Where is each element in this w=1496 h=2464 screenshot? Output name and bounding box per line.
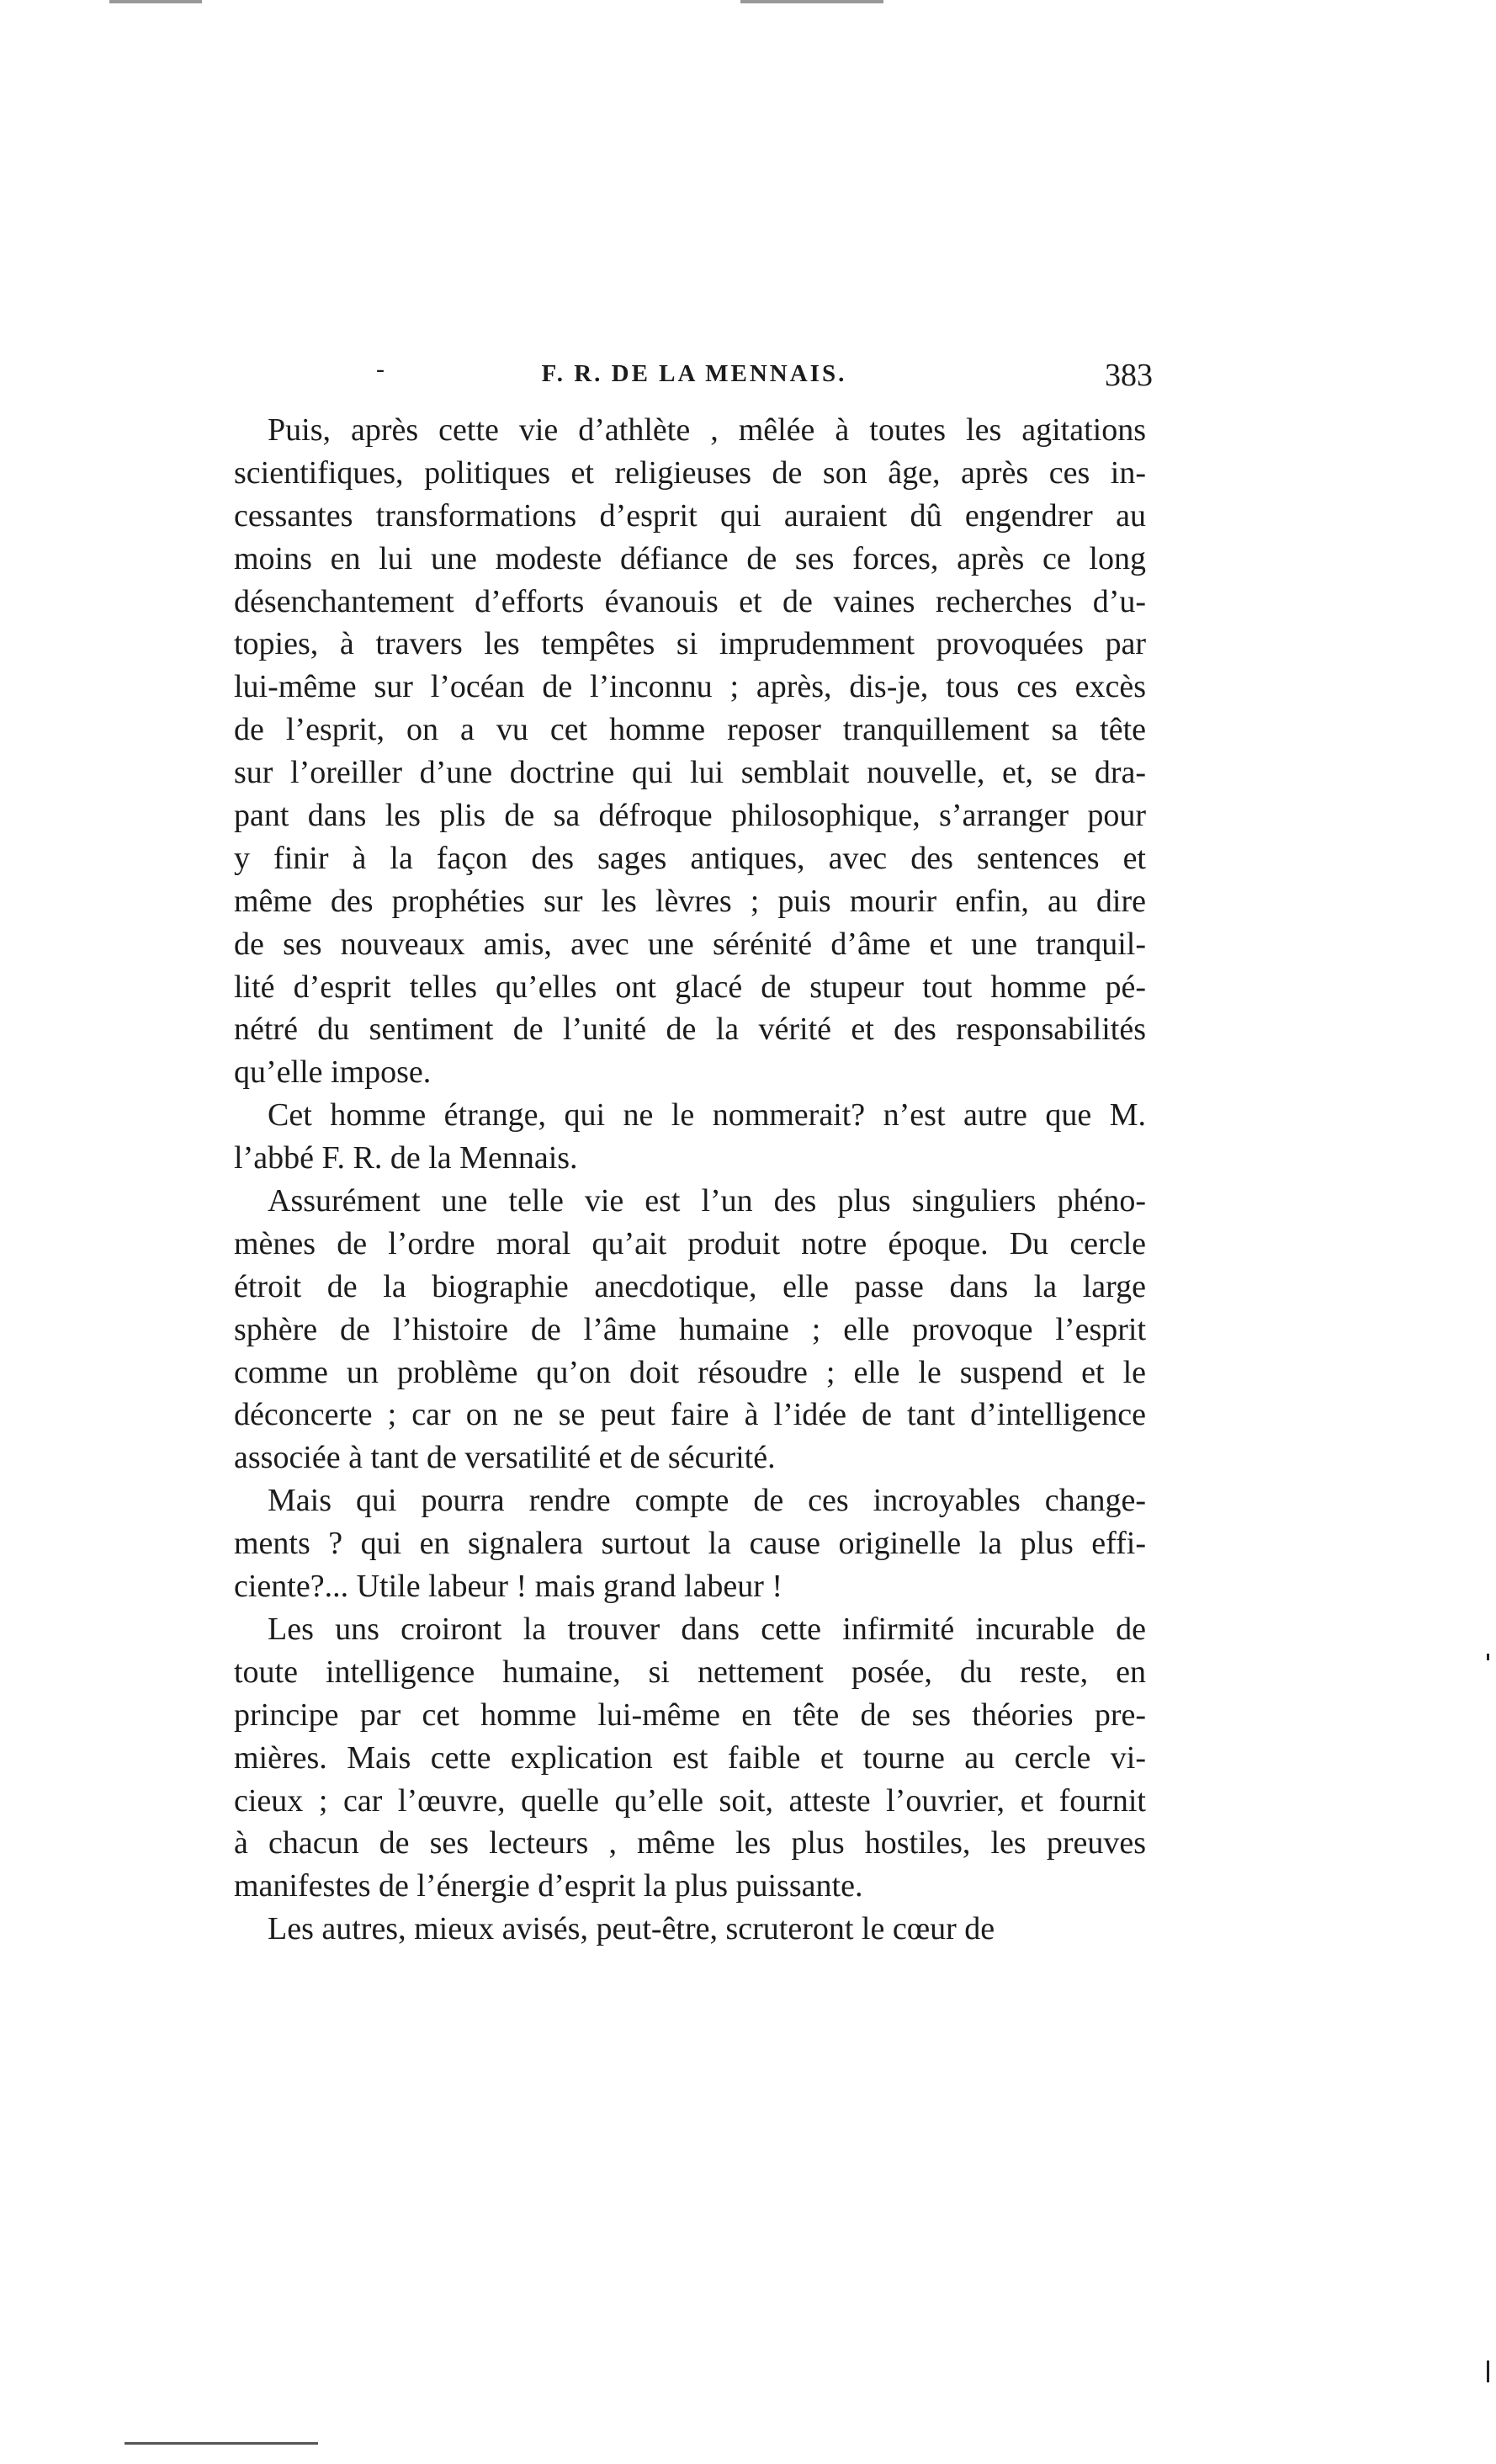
text-line: topies, à travers les tempêtes si imprudemment provoquées par xyxy=(234,626,1146,662)
text-line: principe par cet homme lui-même en tête de ses théories pre- xyxy=(234,1697,1146,1733)
running-title: F. R. DE LA MENNAIS. xyxy=(541,360,847,387)
top-edge-mark xyxy=(109,0,202,3)
text-line: lité d’esprit telles qu’elles ont glacé de stupeur tout homme pé- xyxy=(234,969,1146,1005)
page-number: 383 xyxy=(1105,358,1153,393)
text-line: déconcerte ; car on ne se peut faire à l’idée de tant d’intelligence xyxy=(234,1397,1146,1433)
text-line: de ses nouveaux amis, avec une sérénité d’âme et une tranquil- xyxy=(234,926,1146,962)
text-line: manifestes de l’énergie d’esprit la plus puissante. xyxy=(234,1868,863,1904)
text-line: ciente?... Utile labeur ! mais grand labeur ! xyxy=(234,1569,783,1605)
text-line: Cet homme étrange, qui ne le nommerait? n’est autre que M. xyxy=(268,1097,1146,1134)
paragraph xyxy=(234,1180,1146,1479)
text-line: Puis, après cette vie d’athlète , mêlée à toutes les agitations xyxy=(268,412,1146,448)
text-line: Assurément une telle vie est l’un des plus singuliers phéno- xyxy=(268,1183,1146,1219)
text-line: l’abbé F. R. de la Mennais. xyxy=(234,1140,578,1176)
text-line: sphère de l’histoire de l’âme humaine ; elle provoque l’esprit xyxy=(234,1311,1146,1347)
right-edge-mark xyxy=(1487,1654,1489,1660)
running-header xyxy=(236,355,1153,402)
text-line: Mais qui pourra rendre compte de ces incroyables change- xyxy=(268,1483,1146,1519)
text-line: qu’elle impose. xyxy=(234,1054,432,1091)
text-line: ments ? qui en signalera surtout la cause originelle la plus effi- xyxy=(234,1526,1146,1562)
top-edge-mark xyxy=(740,0,883,3)
text-line: Les uns croiront la trouver dans cette infirmité incurable de xyxy=(268,1611,1146,1647)
text-line: même des prophéties sur les lèvres ; puis mourir enfin, au dire xyxy=(234,883,1146,919)
paragraph xyxy=(234,409,1146,1094)
header-mark: - xyxy=(376,355,385,383)
body-text xyxy=(234,409,1146,1951)
paragraph xyxy=(234,1094,1146,1180)
paragraph xyxy=(234,1608,1146,1908)
text-line: associée à tant de versatilité et de sécurité. xyxy=(234,1440,776,1476)
text-line: cieux ; car l’œuvre, quelle qu’elle soit, atteste l’ouvrier, et fournit xyxy=(234,1782,1146,1819)
text-line: de l’esprit, on a vu cet homme reposer tranquillement sa tête xyxy=(234,712,1146,748)
text-line: toute intelligence humaine, si nettement posée, du reste, en xyxy=(234,1654,1146,1690)
text-line: scientifiques, politiques et religieuses de son âge, après ces in- xyxy=(234,454,1146,491)
paragraph xyxy=(234,1479,1146,1608)
text-line: lui-même sur l’océan de l’inconnu ; après, dis-je, tous ces excès xyxy=(234,669,1146,705)
text-line: comme un problème qu’on doit résoudre ; elle le suspend et le xyxy=(234,1354,1146,1390)
text-line: étroit de la biographie anecdotique, elle passe dans la large xyxy=(234,1268,1146,1304)
text-line: nétré du sentiment de l’unité de la vérité et des responsabilités xyxy=(234,1012,1146,1048)
footer-rule xyxy=(125,2442,318,2445)
text-line: Les autres, mieux avisés, peut-être, scruteront le cœur de xyxy=(268,1911,995,1947)
text-line: à chacun de ses lecteurs , même les plus hostiles, les preuves xyxy=(234,1825,1146,1861)
text-line: pant dans les plis de sa défroque philosophique, s’arranger pour xyxy=(234,798,1146,834)
right-edge-mark xyxy=(1487,2360,1489,2382)
text-line: mènes de l’ordre moral qu’ait produit notre époque. Du cercle xyxy=(234,1225,1146,1261)
text-line: désenchantement d’efforts évanouis et de vaines recherches d’u- xyxy=(234,583,1146,619)
paragraph xyxy=(234,1908,1146,1951)
text-line: moins en lui une modeste défiance de ses forces, après ce long xyxy=(234,540,1146,576)
text-line: cessantes transformations d’esprit qui auraient dû engendrer au xyxy=(234,497,1146,534)
text-line: y finir à la façon des sages antiques, avec des sentences et xyxy=(234,840,1146,876)
text-line: sur l’oreiller d’une doctrine qui lui semblait nouvelle, et, se dra- xyxy=(234,755,1146,791)
text-line: mières. Mais cette explication est faible et tourne au cercle vi- xyxy=(234,1739,1146,1776)
